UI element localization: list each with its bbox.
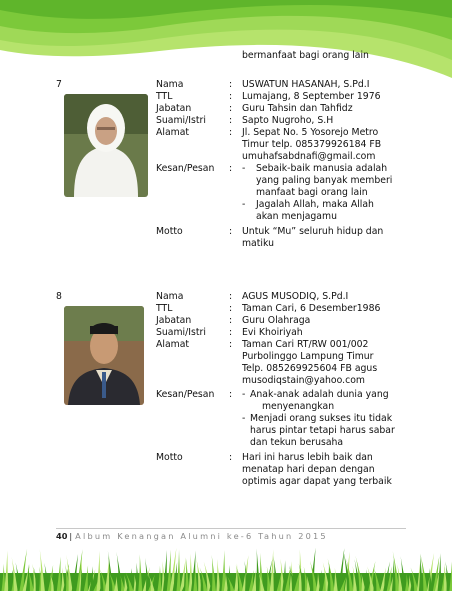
colon: : — [229, 339, 233, 350]
label-kesan-pesan: Kesan/Pesan — [156, 163, 215, 174]
bullet: - — [242, 163, 246, 174]
label-nama: Nama — [156, 79, 184, 90]
grass-blade — [138, 554, 142, 591]
colon: : — [229, 452, 233, 463]
kesan-line: Jagalah Allah, maka Allah — [256, 199, 374, 210]
kesan-line: Menjadi orang sukses itu tidak — [250, 413, 393, 424]
continuation-text: bermanfaat bagi orang lain — [242, 50, 369, 61]
grass-blade — [176, 550, 180, 591]
grass-blade — [212, 555, 216, 591]
value-ttl: Taman Cari, 6 Desember1986 — [242, 303, 381, 314]
motto-line: matiku — [242, 238, 274, 249]
colon: : — [229, 327, 233, 338]
kesan-line: yang paling banyak memberi — [256, 175, 393, 186]
label-alamat: Alamat — [156, 127, 190, 138]
value-suami-istri: Sapto Nugroho, S.H — [242, 115, 334, 126]
value-nama: AGUS MUSODIQ, S.Pd.I — [242, 291, 349, 302]
motto-line: Hari ini harus lebih baik dan — [242, 452, 373, 463]
bullet: - — [242, 199, 246, 210]
label-jabatan: Jabatan — [156, 103, 192, 114]
value-alamat-line: Telp. 085269925604 FB agus — [242, 363, 378, 374]
value-suami-istri: Evi Khoiriyah — [242, 327, 303, 338]
colon: : — [229, 291, 233, 302]
value-alamat-line: Jl. Sepat No. 5 Yosorejo Metro — [242, 127, 379, 138]
colon: : — [229, 115, 233, 126]
grass-blade — [97, 551, 101, 591]
kesan-line: harus pintar tetapi harus sabar — [250, 425, 395, 436]
grass-blade — [438, 553, 442, 591]
bullet: - — [242, 389, 246, 400]
label-motto: Motto — [156, 226, 183, 237]
label-suami-istri: Suami/Istri — [156, 327, 206, 338]
kesan-line: akan menjagamu — [256, 211, 337, 222]
profile-photo — [64, 94, 148, 197]
kesan-line: dan tekun berusaha — [250, 437, 344, 448]
grass-decoration — [0, 543, 452, 591]
kesan-line: manfaat bagi orang lain — [256, 187, 368, 198]
colon: : — [229, 226, 233, 237]
label-alamat: Alamat — [156, 339, 190, 350]
kesan-line: Sebaik-baik manusia adalah — [256, 163, 388, 174]
label-kesan-pesan: Kesan/Pesan — [156, 389, 215, 400]
label-motto: Motto — [156, 452, 183, 463]
kesan-line: Anak-anak adalah dunia yang — [250, 389, 389, 400]
value-alamat-line: musodiqstain@yahoo.com — [242, 375, 365, 386]
label-jabatan: Jabatan — [156, 315, 192, 326]
colon: : — [229, 127, 233, 138]
grass-blade — [256, 549, 260, 591]
motto-line: menatap hari depan dengan — [242, 464, 375, 475]
colon: : — [229, 79, 233, 90]
label-ttl: TTL — [156, 91, 173, 102]
entry-number: 7 — [56, 79, 62, 90]
entry-number: 8 — [56, 291, 62, 302]
top-green-wave-decoration — [0, 0, 452, 90]
value-jabatan: Guru Olahraga — [242, 315, 311, 326]
value-alamat-line: Purbolinggo Lampung Timur — [242, 351, 374, 362]
colon: : — [229, 103, 233, 114]
label-suami-istri: Suami/Istri — [156, 115, 206, 126]
motto-line: Untuk “Mu” seluruh hidup dan — [242, 226, 384, 237]
colon: : — [229, 303, 233, 314]
colon: : — [229, 315, 233, 326]
value-alamat-line: umuhafsabdnafi@gmail.com — [242, 151, 376, 162]
kesan-line: menyenangkan — [262, 401, 335, 412]
value-nama: USWATUN HASANAH, S.Pd.I — [242, 79, 370, 90]
label-ttl: TTL — [156, 303, 173, 314]
label-nama: Nama — [156, 291, 184, 302]
page-footer — [56, 531, 328, 541]
colon: : — [229, 163, 233, 174]
colon: : — [229, 389, 233, 400]
colon: : — [229, 91, 233, 102]
value-alamat-line: Timur telp. 085379926184 FB — [242, 139, 382, 150]
page-number: 40 — [56, 531, 68, 541]
value-alamat-line: Taman Cari RT/RW 001/002 — [242, 339, 369, 350]
profile-photo — [64, 306, 144, 405]
footer-divider — [56, 528, 406, 529]
grass-blade — [4, 551, 8, 591]
footer-title: Album Kenangan Alumni ke-6 Tahun 2015 — [75, 531, 328, 541]
value-jabatan: Guru Tahsin dan Tahfidz — [242, 103, 353, 114]
bullet: - — [242, 413, 246, 424]
footer-separator: | — [69, 531, 73, 541]
motto-line: optimis agar dapat yang terbaik — [242, 476, 392, 487]
value-ttl: Lumajang, 8 September 1976 — [242, 91, 381, 102]
